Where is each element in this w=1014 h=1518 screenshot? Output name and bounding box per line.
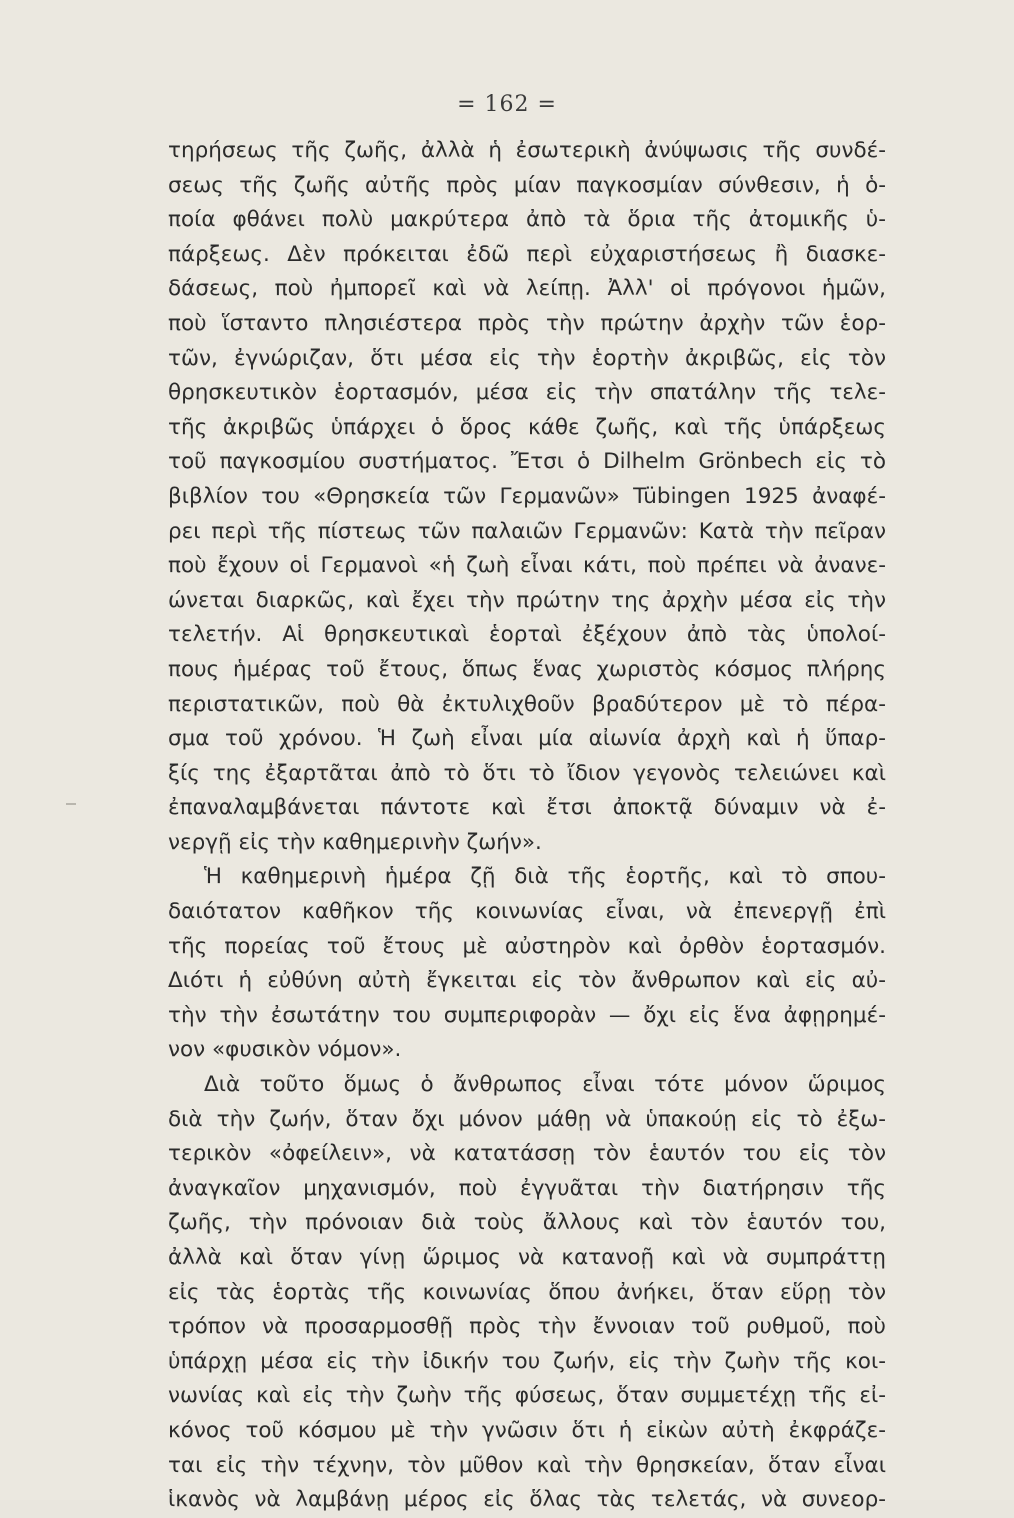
text-line: περιστατικῶν, ποὺ θὰ ἐκτυλιχθοῦν βραδύτερον μὲ τὸ πέρα- <box>168 691 886 717</box>
text-line: ώνεται διαρκῶς, καὶ ἔχει τὴν πρώτην της ἀρχὴν μέσα εἰς τὴν <box>168 587 886 613</box>
text-line: τρόπον νὰ προσαρμοσθῇ πρὸς τὴν ἔννοιαν τοῦ ρυθμοῦ, ποὺ <box>168 1314 886 1340</box>
page-number: = 162 = <box>457 92 557 117</box>
text-line: ποὺ ἔχουν οἱ Γερμανοὶ «ἡ ζωὴ εἶναι κάτι, ποὺ πρέπει νὰ ἀνανε- <box>168 553 886 579</box>
text-line: τῆς πορείας τοῦ ἔτους μὲ αὐστηρὸν καὶ ὀρθὸν ἑορτασμόν. <box>168 933 886 959</box>
text-line: τηρήσεως τῆς ζωῆς, ἀλλὰ ἡ ἐσωτερικὴ ἀνύψωσις τῆς συνδέ- <box>168 138 886 163</box>
text-line: ἀναγκαῖον μηχανισμόν, ποὺ ἐγγυᾶται τὴν διατήρησιν τῆς <box>168 1175 886 1201</box>
text-line: δάσεως, ποὺ ἠμπορεῖ καὶ νὰ λείπῃ. Ἀλλ' οἱ πρόγονοι ἡμῶν, <box>168 276 886 302</box>
text-line: τῆς ἀκριβῶς ὑπάρχει ὁ ὅρος κάθε ζωῆς, καὶ τῆς ὑπάρξεως <box>168 414 886 440</box>
text-line: ἀλλὰ καὶ ὅταν γίνῃ ὥριμος νὰ κατανοῇ καὶ νὰ συμπράττῃ <box>168 1245 886 1270</box>
text-line: κόνος τοῦ κόσμου μὲ τὴν γνῶσιν ὅτι ἡ εἰκὼν αὐτὴ ἐκφράζε- <box>168 1417 886 1443</box>
text-line: νωνίας καὶ εἰς τὴν ζωὴν τῆς φύσεως, ὅταν συμμετέχῃ τῆς εἰ- <box>168 1383 886 1409</box>
text-line: ἱκανὸς νὰ λαμβάνῃ μέρος εἰς ὅλας τὰς τελετάς, νὰ συνεορ- <box>168 1487 886 1513</box>
text-line: σεως τῆς ζωῆς αὐτῆς πρὸς μίαν παγκοσμίαν σύνθεσιν, ἡ ὁ- <box>168 172 886 198</box>
body-text <box>168 134 886 1518</box>
text-line: ἐπαναλαμβάνεται πάντοτε καὶ ἔτσι ἀποκτᾷ δύναμιν νὰ ἐ- <box>168 795 886 821</box>
text-line: νον «φυσικὸν νόμον». <box>168 1037 402 1063</box>
text-line: ποία φθάνει πολὺ μακρύτερα ἀπὸ τὰ ὅρια τῆς ἀτομικῆς ὑ- <box>168 207 886 233</box>
text-line: ρει περὶ τῆς πίστεως τῶν παλαιῶν Γερμανῶν: Κατὰ τὴν πεῖραν <box>168 518 886 544</box>
text-line: πους ἡμέρας τοῦ ἔτους, ὅπως ἕνας χωριστὸς κόσμος πλήρης <box>168 656 886 682</box>
text-line: Διὰ τοῦτο ὅμως ὁ ἄνθρωπος εἶναι τότε μόνον ὥριμος <box>204 1072 886 1098</box>
text-line: δαιότατον καθῆκον τῆς κοινωνίας εἶναι, νὰ ἐπενεργῇ ἐπὶ <box>168 899 886 925</box>
text-line: εἰς τὰς ἑορτὰς τῆς κοινωνίας ὅπου ἀνήκει, ὅταν εὕρῃ τὸν <box>168 1279 886 1305</box>
text-line: Διότι ἡ εὐθύνη αὐτὴ ἔγκειται εἰς τὸν ἄνθρωπον καὶ εἰς αὐ- <box>168 968 886 994</box>
text-line: Ἡ καθημερινὴ ἡμέρα ζῇ διὰ τῆς ἑορτῆς, καὶ τὸ σπου- <box>204 864 886 890</box>
text-line: σμα τοῦ χρόνου. Ἡ ζωὴ εἶναι μία αἰωνία ἀρχὴ καὶ ἡ ὕπαρ- <box>168 726 886 752</box>
text-line: ται εἰς τὴν τέχνην, τὸν μῦθον καὶ τὴν θρησκείαν, ὅταν εἶναι <box>168 1452 886 1478</box>
text-line: πάρξεως. Δὲν πρόκειται ἐδῶ περὶ εὐχαριστήσεως ἢ διασκε- <box>168 241 886 267</box>
text-line: τοῦ παγκοσμίου συστήματος. Ἔτσι ὁ Dilhelm Grönbech εἰς τὸ <box>168 449 886 475</box>
text-line: νεργῇ εἰς τὴν καθημερινὴν ζωήν». <box>168 829 542 855</box>
text-line: τερικὸν «ὀφείλειν», νὰ κατατάσσῃ τὸν ἑαυτόν του εἰς τὸν <box>168 1141 886 1167</box>
text-line: ὑπάρχῃ μέσα εἰς τὴν ἰδικήν του ζωήν, εἰς τὴν ζωὴν τῆς κοι- <box>168 1348 886 1374</box>
text-line: τελετήν. Αἱ θρησκευτικαὶ ἑορταὶ ἐξέχουν ἀπὸ τὰς ὑπολοί- <box>168 622 886 648</box>
text-line: βιβλίον του «Θρησκεία τῶν Γερμανῶν» Tübingen 1925 ἀναφέ- <box>168 483 886 509</box>
text-line: τὴν τὴν ἐσωτάτην του συμπεριφορὰν — ὄχι εἰς ἕνα ἀφῃρημέ- <box>168 1002 886 1028</box>
edge-mark <box>66 803 76 805</box>
text-line: ξίς της ἐξαρτᾶται ἀπὸ τὸ ὅτι τὸ ἴδιον γεγονὸς τελειώνει καὶ <box>168 760 886 786</box>
text-line: ποὺ ἵσταντο πλησιέστερα πρὸς τὴν πρώτην ἀρχὴν τῶν ἑορ- <box>168 310 886 336</box>
text-line: διὰ τὴν ζωήν, ὅταν ὄχι μόνον μάθῃ νὰ ὑπακούῃ εἰς τὸ ἐξω- <box>168 1106 886 1132</box>
text-line: τῶν, ἐγνώριζαν, ὅτι μέσα εἰς τὴν ἑορτὴν ἀκριβῶς, εἰς τὸν <box>168 345 886 371</box>
text-line: θρησκευτικὸν ἑορτασμόν, μέσα εἰς τὴν σπατάλην τῆς τελε- <box>168 380 886 406</box>
text-line: ζωῆς, τὴν πρόνοιαν διὰ τοὺς ἄλλους καὶ τὸν ἑαυτόν του, <box>168 1210 886 1236</box>
